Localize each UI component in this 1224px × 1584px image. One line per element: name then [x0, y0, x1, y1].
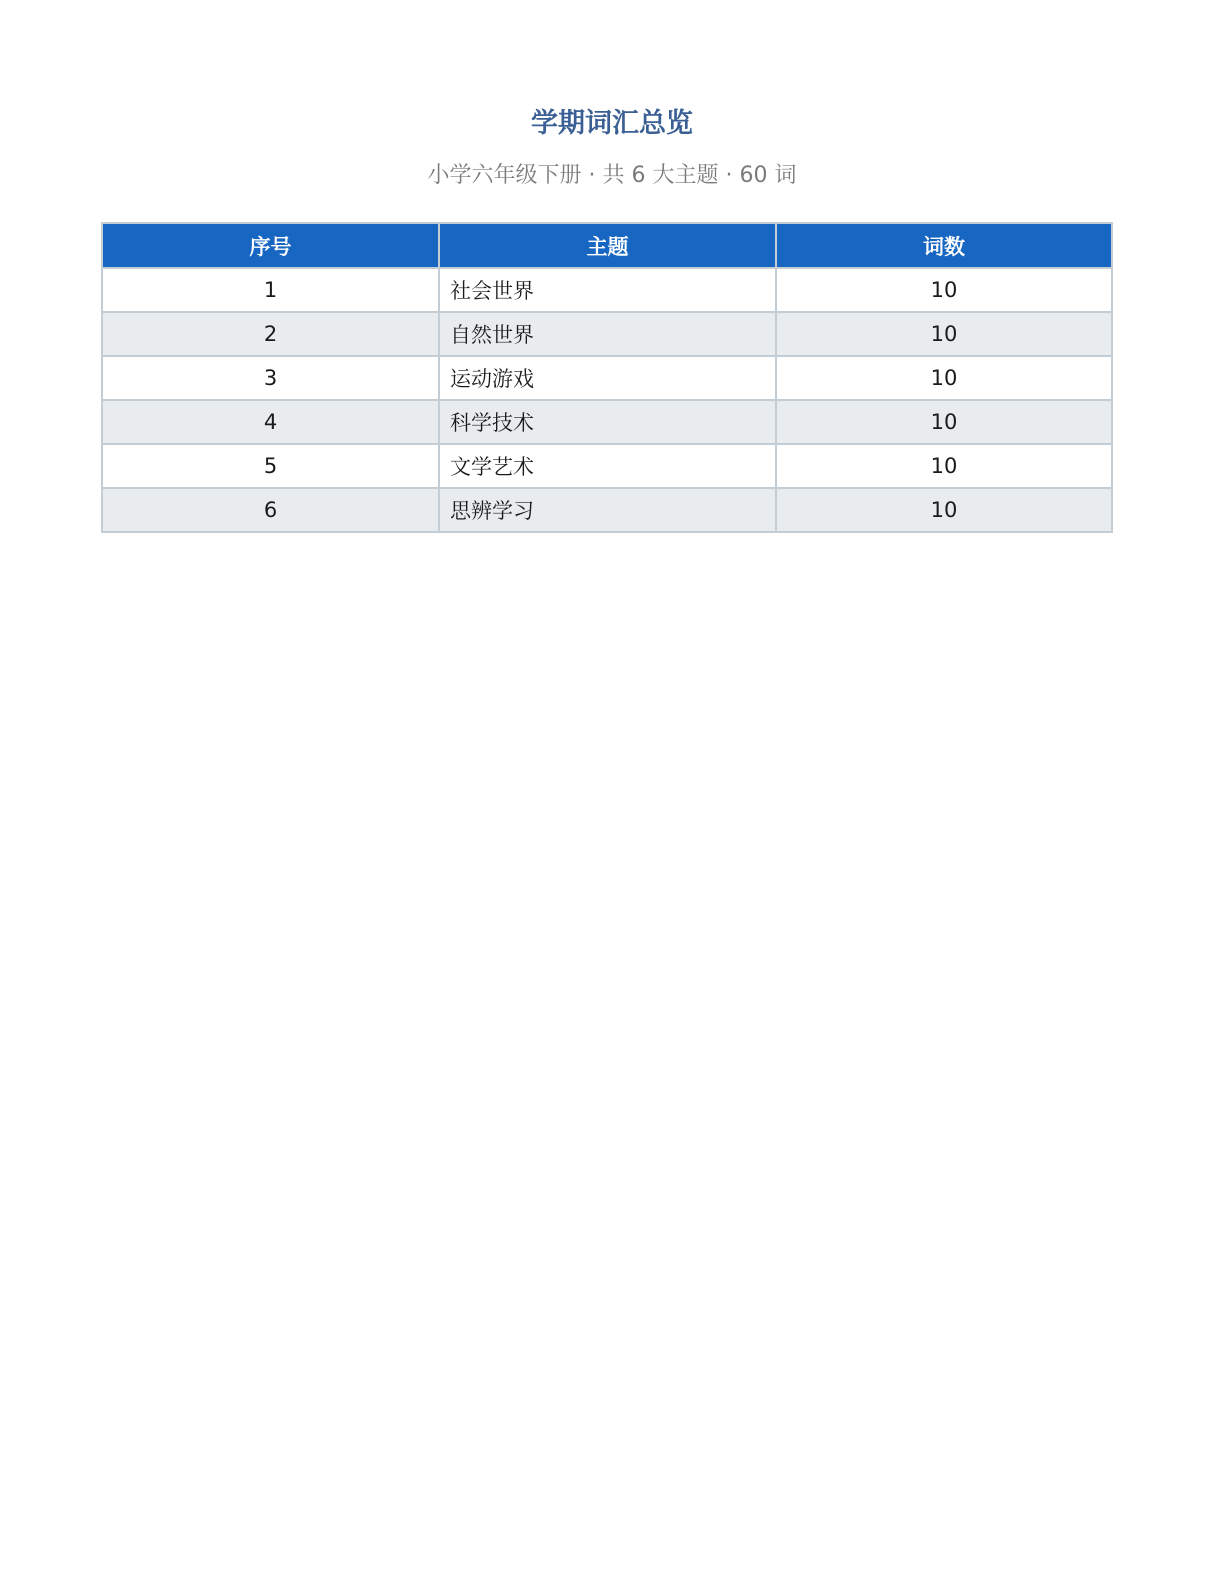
cell-count: 10: [776, 400, 1112, 444]
table-row: [102, 400, 1112, 444]
table-row: [102, 312, 1112, 356]
cell-count: 10: [776, 444, 1112, 488]
cell-count: 10: [776, 356, 1112, 400]
page-title: 学期词汇总览: [531, 108, 693, 139]
cell-index: 5: [102, 444, 439, 488]
cell-count: 10: [776, 488, 1112, 532]
table-row: [102, 356, 1112, 400]
cell-topic: 文学艺术: [439, 444, 776, 488]
header-count: 词数: [776, 223, 1112, 268]
cell-count: 10: [776, 268, 1112, 312]
cell-index: 3: [102, 356, 439, 400]
page-subtitle: 小学六年级下册 · 共 6 大主题 · 60 词: [427, 163, 797, 188]
cell-topic: 自然世界: [439, 312, 776, 356]
cell-count: 10: [776, 312, 1112, 356]
cell-index: 1: [102, 268, 439, 312]
table-row: [102, 444, 1112, 488]
cell-topic: 科学技术: [439, 400, 776, 444]
table-row: [102, 488, 1112, 532]
table-row: [102, 268, 1112, 312]
header-topic: 主题: [439, 223, 776, 268]
cell-topic: 运动游戏: [439, 356, 776, 400]
table-header-row: [102, 223, 1112, 268]
vocabulary-summary-table: [101, 222, 1113, 533]
cell-topic: 社会世界: [439, 268, 776, 312]
header-index: 序号: [102, 223, 439, 268]
cell-index: 6: [102, 488, 439, 532]
cell-topic: 思辨学习: [439, 488, 776, 532]
cell-index: 2: [102, 312, 439, 356]
cell-index: 4: [102, 400, 439, 444]
